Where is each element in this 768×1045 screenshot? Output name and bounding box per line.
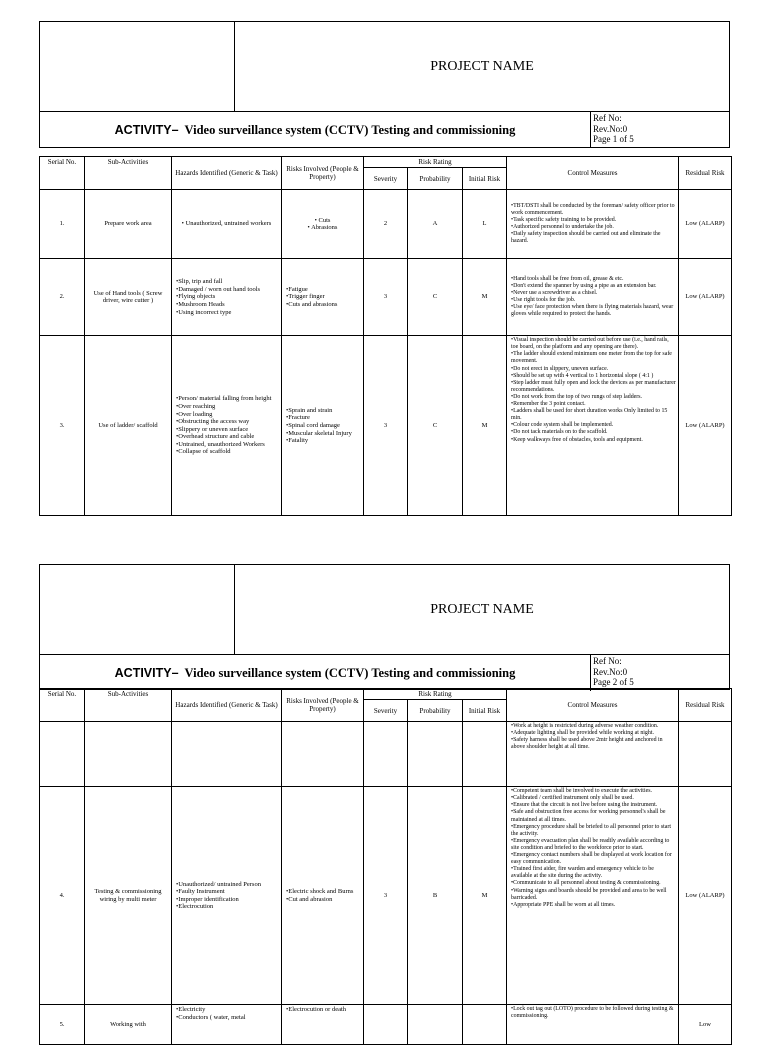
severity-cell: 3 [364, 336, 408, 516]
col-probability: Probability [408, 168, 463, 190]
serial-cell: 2. [40, 259, 85, 336]
risk-item: • Cuts [314, 216, 331, 224]
probability-cell [408, 1005, 463, 1045]
hazards-cell [172, 722, 282, 787]
hazard-item: • Over reaching [176, 403, 279, 411]
col-severity: Severity [364, 168, 408, 190]
serial-cell: 1. [40, 190, 85, 259]
residual-risk-cell: Low (ALARP) [679, 336, 732, 516]
control-item: • Emergency procedure shall be briefed to all personnel prior to start the activity. [511, 824, 676, 838]
control-item: • Do not erect in slippery, uneven surface. [511, 366, 676, 373]
initial-risk-cell [463, 1005, 507, 1045]
control-item: • Daily safety inspection should be carried out and eliminate the hazard. [511, 231, 676, 245]
control-item: • Visual inspection should be carried out before use (i.e., hand rails, toe board, on the platform and any opening are there). [511, 337, 676, 351]
hazard-item: • Slippery or uneven surface [176, 426, 279, 434]
table-row [40, 336, 732, 516]
severity-cell [364, 1005, 408, 1045]
control-item: • Don't extend the spanner by using a pipe as an extension bar. [511, 283, 676, 290]
sub-activity-cell: Working with [85, 1005, 172, 1045]
probability-cell: C [408, 259, 463, 336]
control-item: • Emergency evacuation plan shall be readily available according to site condition and briefed to the workforce prior to start. [511, 838, 676, 852]
initial-risk-cell: M [463, 259, 507, 336]
risks-cell [282, 336, 364, 516]
control-measures-cell [507, 787, 679, 1005]
col-hazards: Hazards Identified (Generic & Task) [172, 689, 282, 722]
activity-title: Video surveillance system (CCTV) Testing and commissioning [184, 122, 516, 137]
residual-risk-cell: Low (ALARP) [679, 259, 732, 336]
residual-risk-cell [679, 722, 732, 787]
risk-assessment-table [39, 688, 732, 1045]
control-item: • Use right tools for the job. [511, 297, 676, 304]
table-header-row [40, 157, 732, 168]
control-item: • Should be set up with 4 vertical to 1 horizontal slope ( 4:1 ) [511, 373, 676, 380]
control-item: • The ladder should extend minimum one meter from the top for safe movement. [511, 351, 676, 365]
col-sub-activities: Sub-Activities [85, 689, 172, 722]
probability-cell: C [408, 336, 463, 516]
hazard-item: • Using incorrect type [176, 309, 279, 317]
hazard-item: • Improper identification [176, 896, 279, 904]
probability-cell: B [408, 787, 463, 1005]
initial-risk-cell: M [463, 787, 507, 1005]
control-item: • Do not work from the top of two rungs of step ladders. [511, 394, 676, 401]
control-item: • Use eye/ face protection when there is flying materials hazard, wear gloves while required to protect the hands. [511, 304, 676, 318]
serial-cell: 5. [40, 1005, 85, 1045]
document-reference [593, 113, 634, 145]
hazard-item: • Electrocution [176, 903, 279, 911]
risk-item: • Cuts and abrasions [286, 301, 361, 309]
control-item: • Ensure that the circuit is not live before using the instrument. [511, 802, 676, 809]
risks-cell [282, 722, 364, 787]
control-item: • Appropriate PPE shall be worn at all times. [511, 902, 676, 909]
table-row [40, 190, 732, 259]
control-item: • Safe and obstruction free access for working personnel's shall be maintained at all times. [511, 809, 676, 823]
sub-activity-cell: Testing & commissioning wiring by multi meter [85, 787, 172, 1005]
activity-title-cell [40, 112, 591, 148]
control-item: • Task specific safety training to be provided. [511, 217, 676, 224]
hazard-item: • Untrained, unauthorized Workers [176, 441, 279, 449]
control-item: • Ladders shall be used for short duration works Only limited to 15 min. [511, 408, 676, 422]
col-hazards: Hazards Identified (Generic & Task) [172, 157, 282, 190]
hazard-item: • Over loading [176, 411, 279, 419]
control-item: • Warning signs and boards should be provided and area to be well barricaded. [511, 888, 676, 902]
activity-title: Video surveillance system (CCTV) Testing and commissioning [184, 665, 516, 680]
col-serial: Serial No. [40, 689, 85, 722]
table-row [40, 787, 732, 1005]
control-measures-cell [507, 722, 679, 787]
hazards-cell [172, 190, 282, 259]
col-probability: Probability [408, 700, 463, 722]
control-item: • Authorized personnel to undertake the job. [511, 224, 676, 231]
hazard-item: • Person/ material falling from height [176, 395, 279, 403]
risk-item: • Electrocution or death [286, 1006, 361, 1014]
hazards-cell [172, 336, 282, 516]
hazard-item: • Mushroom Heads [176, 301, 279, 309]
col-risks: Risks Involved (People & Property) [282, 157, 364, 190]
activity-title-cell [40, 655, 591, 691]
control-item: • Calibrated / certified instrument only shall be used. [511, 795, 676, 802]
sub-activity-cell [85, 722, 172, 787]
control-measures-cell [507, 190, 679, 259]
control-item: • Communicate to all personnel about testing & commissioning. [511, 880, 676, 887]
control-item: • TBT/DSTI shall be conducted by the foreman/ safety officer prior to work commencement. [511, 203, 676, 217]
control-measures-cell [507, 336, 679, 516]
hazard-item: • Collapse of scaffold [176, 448, 279, 456]
hazard-item: • Damaged / worn out hand tools [176, 286, 279, 294]
risk-item: • Abrasions [307, 224, 338, 232]
sub-activity-cell: Prepare work area [85, 190, 172, 259]
header-activity-row [40, 655, 729, 691]
logo-placeholder [40, 565, 235, 654]
control-item: • Work at height is restricted during adverse weather condition. [511, 723, 676, 730]
col-risks: Risks Involved (People & Property) [282, 689, 364, 722]
control-measures-cell [507, 259, 679, 336]
table-row [40, 722, 732, 787]
col-sub-activities: Sub-Activities [85, 157, 172, 190]
control-item: • Colour code system shall be implemented. [511, 422, 676, 429]
residual-risk-cell: Low [679, 1005, 732, 1045]
risks-cell [282, 259, 364, 336]
document-header [39, 564, 730, 690]
hazard-item: • Conductors ( water, metal [176, 1014, 279, 1022]
sub-activity-cell: Use of ladder/ scaffold [85, 336, 172, 516]
risk-assessment-table [39, 156, 732, 516]
col-initial-risk: Initial Risk [463, 700, 507, 722]
col-control-measures: Control Measures [507, 689, 679, 722]
hazards-cell [172, 259, 282, 336]
control-item: • Hand tools shall be free from oil, grease & etc. [511, 276, 676, 283]
risks-cell [282, 1005, 364, 1045]
control-measures-cell [507, 1005, 679, 1045]
col-serial: Serial No. [40, 157, 85, 190]
control-item: • Never use a screwdriver as a chisel. [511, 290, 676, 297]
risks-cell [282, 787, 364, 1005]
risk-item: • Trigger finger [286, 293, 361, 301]
risk-item: • Fracture [286, 414, 361, 422]
probability-cell: A [408, 190, 463, 259]
hazard-item: • Electricity [176, 1006, 279, 1014]
col-residual-risk: Residual Risk [679, 689, 732, 722]
risks-cell [282, 190, 364, 259]
sub-activity-cell: Use of Hand tools ( Screw driver, wire cutter ) [85, 259, 172, 336]
col-initial-risk: Initial Risk [463, 168, 507, 190]
risk-item: • Spinal cord damage [286, 422, 361, 430]
header-top-row [40, 22, 729, 112]
table-row [40, 1005, 732, 1045]
activity-label: ACTIVITY– [114, 666, 179, 680]
residual-risk-cell: Low (ALARP) [679, 787, 732, 1005]
initial-risk-cell [463, 722, 507, 787]
rev-no: Rev.No:0 [593, 123, 628, 134]
document-header [39, 21, 730, 148]
control-item: • Keep walkways free of obstacles, tools and equipment. [511, 437, 676, 444]
project-name: PROJECT NAME [430, 58, 534, 74]
serial-cell [40, 722, 85, 787]
table-header-row [40, 689, 732, 700]
ref-no: Ref No: [593, 113, 622, 123]
header-activity-row [40, 112, 729, 148]
severity-cell: 3 [364, 259, 408, 336]
control-item: • Step ladder must fully open and lock the devices as per manufacturer recommendations. [511, 380, 676, 394]
col-control-measures: Control Measures [507, 157, 679, 190]
control-item: • Trained first aider, fire warden and emergency vehicle to be available at the site during the activity. [511, 866, 676, 880]
table-row [40, 259, 732, 336]
hazards-cell [172, 1005, 282, 1045]
risk-item: • Fatality [286, 437, 361, 445]
serial-cell: 3. [40, 336, 85, 516]
ref-no: Ref No: [593, 656, 622, 666]
control-item: • Do not tack materials on to the scaffold. [511, 429, 676, 436]
rev-no: Rev.No:0 [593, 666, 628, 677]
col-residual-risk: Residual Risk [679, 157, 732, 190]
risk-item: • Electric shock and Burns [286, 888, 361, 896]
page-number: Page 2 of 5 [593, 677, 634, 687]
severity-cell: 3 [364, 787, 408, 1005]
activity-label: ACTIVITY– [114, 123, 179, 137]
logo-placeholder [40, 22, 235, 111]
project-name: PROJECT NAME [430, 601, 534, 617]
risk-item: • Fatigue [286, 286, 361, 294]
probability-cell [408, 722, 463, 787]
col-severity: Severity [364, 700, 408, 722]
col-risk-rating: Risk Rating [364, 157, 507, 168]
residual-risk-cell: Low (ALARP) [679, 190, 732, 259]
risk-item: • Muscular skeletal Injury [286, 430, 361, 438]
control-item: • Emergency contact numbers shall be displayed at work location for easy communication. [511, 852, 676, 866]
control-item: • Lock out tag out (LOTO) procedure to be followed during testing & commissioning. [511, 1006, 676, 1020]
initial-risk-cell: M [463, 336, 507, 516]
control-item: • Remember the 3 point contact. [511, 401, 676, 408]
col-risk-rating: Risk Rating [364, 689, 507, 700]
hazard-item: • Faulty Instrument [176, 888, 279, 896]
hazard-item: • Unauthorized/ untrained Person [176, 881, 279, 889]
risk-item: • Sprain and strain [286, 407, 361, 415]
control-item: • Competent team shall be involved to execute the activities. [511, 788, 676, 795]
risk-item: • Cut and abrasion [286, 896, 361, 904]
serial-cell: 4. [40, 787, 85, 1005]
initial-risk-cell: L [463, 190, 507, 259]
hazard-item: • Flying objects [176, 293, 279, 301]
header-top-row [40, 565, 729, 655]
severity-cell: 2 [364, 190, 408, 259]
page-number: Page 1 of 5 [593, 134, 634, 144]
hazard-item: • Overhead structure and cable [176, 433, 279, 441]
control-item: • Safety harness shall be used above 2mtr height and anchored in above shoulder height at all time. [511, 737, 676, 751]
hazards-cell [172, 787, 282, 1005]
document-reference [593, 656, 634, 688]
control-item: • Adequate lighting shall be provided while working at night. [511, 730, 676, 737]
hazard-item: • Unauthorized, untrained workers [181, 220, 272, 228]
hazard-item: • Slip, trip and fall [176, 278, 279, 286]
hazard-item: • Obstructing the access way [176, 418, 279, 426]
severity-cell [364, 722, 408, 787]
